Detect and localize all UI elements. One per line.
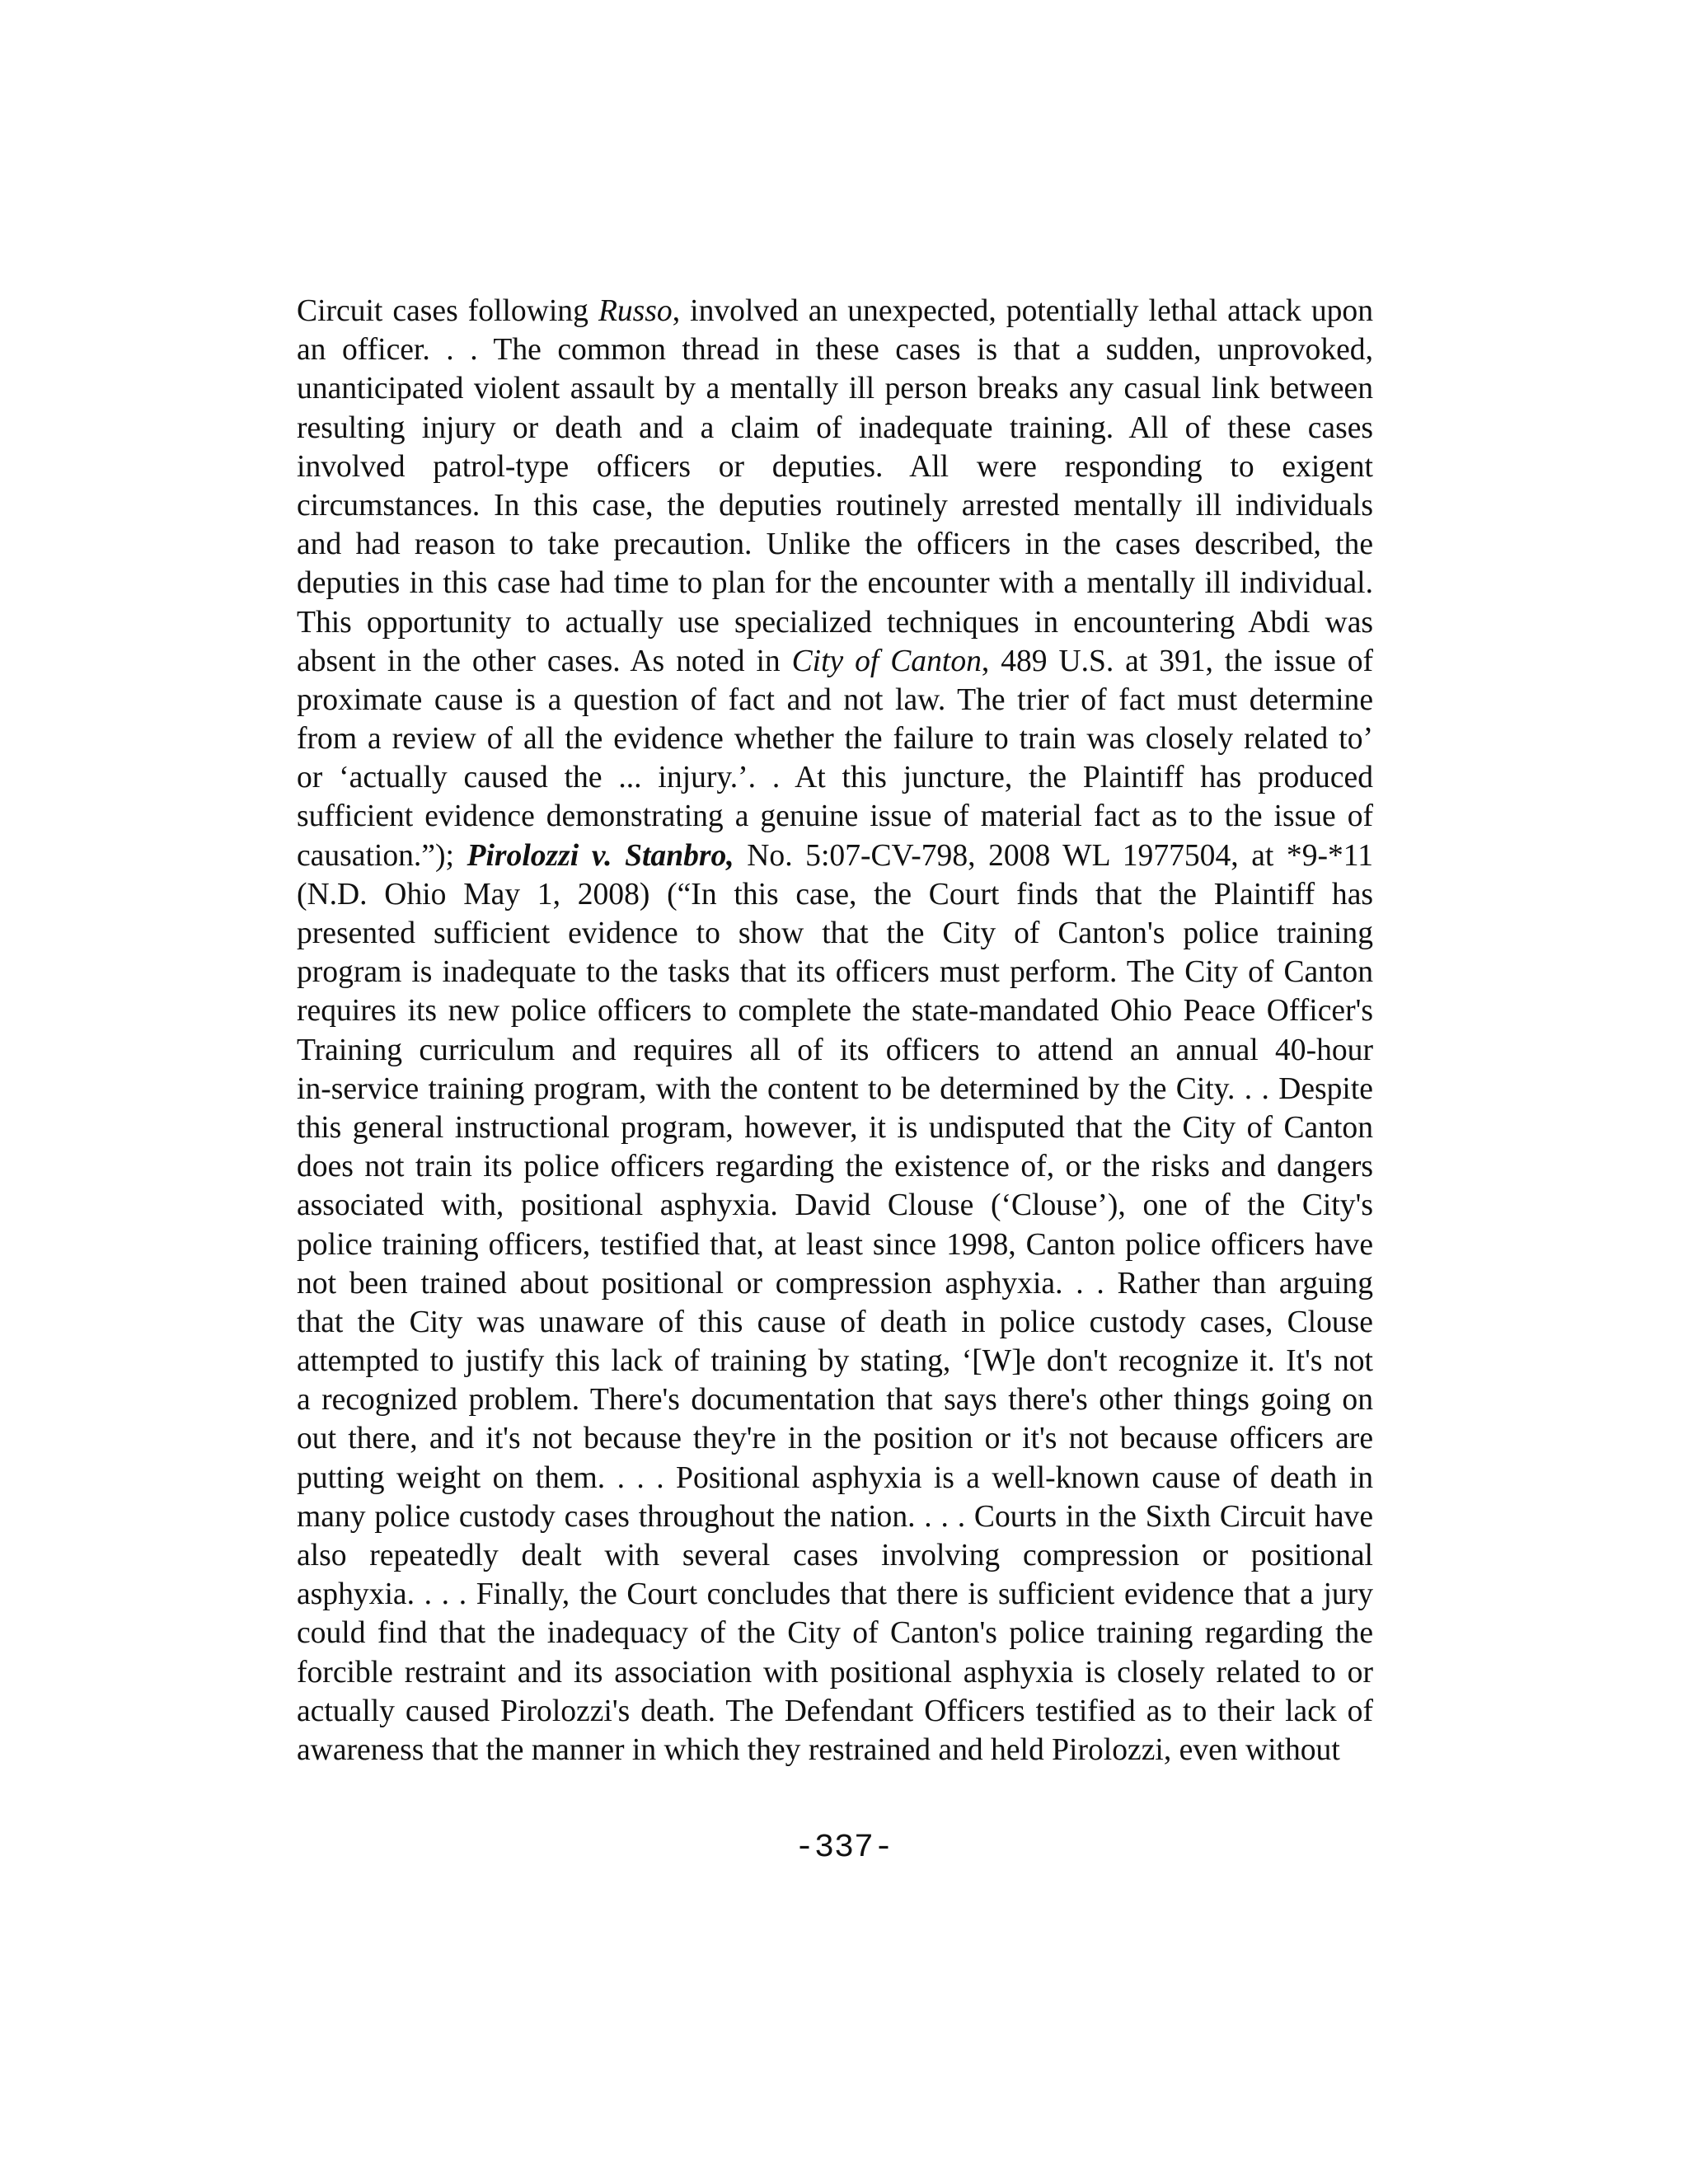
text-line: [297, 409, 1373, 448]
text-line: [297, 1497, 1373, 1536]
text-line: [297, 1459, 1373, 1497]
text-line: [297, 1692, 1373, 1731]
text-run: unanticipated violent assault by a mentally ill person breaks any casual link between: [297, 372, 1373, 406]
text-run: police training officers, testified that, at least since 1998, Canton police officers have: [297, 1227, 1373, 1262]
text-run: actually caused Pirolozzi's death. The Defendant Officers testified as to their lack of: [297, 1694, 1373, 1728]
text-run: , 489 U.S. at 391, the issue of: [981, 644, 1373, 678]
text-line: [297, 1419, 1373, 1458]
text-run: also repeatedly dealt with several cases involving compression or positional: [297, 1539, 1373, 1572]
text-run: or ‘actually caused the ... injury.’. . At this juncture, the Plaintiff has produced: [297, 761, 1373, 795]
text-run: circumstances. In this case, the deputies routinely arrested mentally ill individuals: [297, 488, 1373, 523]
text-line: [297, 758, 1373, 797]
text-run: requires its new police officers to complete the state-mandated Ohio Peace Officer's: [297, 994, 1373, 1029]
document-body: [297, 292, 1373, 1769]
text-run: many police custody cases throughout the nation. . . . Courts in the Sixth Circuit have: [297, 1499, 1373, 1534]
text-run: Training curriculum and requires all of its officers to attend an annual 40-hour: [297, 1033, 1373, 1067]
text-run: putting weight on them. . . . Positional asphyxia is a well-known cause of death in: [297, 1460, 1373, 1495]
text-line: [297, 1536, 1373, 1575]
text-run: deputies in this case had time to plan for the encounter with a mentally ill individual.: [297, 566, 1373, 601]
text-line: [297, 1226, 1373, 1264]
case-citation-run: Pirolozzi v. Stanbro,: [467, 838, 734, 873]
text-run: out there, and it's not because they're in the position or it's not because officers are: [297, 1422, 1373, 1456]
text-run: No. 5:07-CV-798, 2008 WL 1977504, at *9-*11: [734, 838, 1373, 873]
text-run: Circuit cases following: [297, 294, 598, 328]
text-run: awareness that the manner in which they restrained and held Pirolozzi, even without: [297, 1732, 1340, 1767]
text-line: [297, 719, 1373, 758]
text-line: [297, 1380, 1373, 1419]
text-run: does not train its police officers regarding the existence of, or the risks and dangers: [297, 1150, 1373, 1184]
text-run: proximate cause is a question of fact and not law. The trier of fact must determine: [297, 682, 1373, 717]
text-run: and had reason to take precaution. Unlike the officers in the cases described, the: [297, 527, 1373, 562]
text-line: [297, 953, 1373, 991]
text-line: [297, 1575, 1373, 1614]
text-line: [297, 1614, 1373, 1652]
text-run: (N.D. Ohio May 1, 2008) (“In this case, the Court finds that the Plaintiff has: [297, 877, 1373, 912]
text-run: , involved an unexpected, potentially lethal attack upon: [672, 294, 1373, 328]
text-line: [297, 914, 1373, 953]
text-line: [297, 525, 1373, 564]
text-run: sufficient evidence demonstrating a genuine issue of material fact as to the issue of: [297, 799, 1373, 834]
text-line: [297, 797, 1373, 836]
text-line: [297, 1031, 1373, 1070]
text-line: [297, 448, 1373, 486]
text-line: [297, 1653, 1373, 1692]
text-run: program is inadequate to the tasks that its officers must perform. The City of Canton: [297, 955, 1373, 990]
text-line: [297, 681, 1373, 719]
text-line: [297, 1108, 1373, 1147]
text-run: this general instructional program, however, it is undisputed that the City of Canton: [297, 1110, 1373, 1145]
text-run: in-service training program, with the content to be determined by the City. . . Despite: [297, 1071, 1373, 1106]
text-run: forcible restraint and its association with positional asphyxia is closely related to or: [297, 1655, 1373, 1690]
page-number: -337-: [794, 1830, 894, 1867]
italic-text-run: City of Canton: [791, 644, 982, 678]
text-line: [297, 1070, 1373, 1108]
text-run: asphyxia. . . . Finally, the Court concludes that there is sufficient evidence that a jury: [297, 1577, 1373, 1612]
text-line: [297, 875, 1373, 914]
text-line: [297, 486, 1373, 525]
text-run: absent in the other cases. As noted in: [297, 644, 792, 678]
text-line: [297, 837, 1373, 875]
text-run: not been trained about positional or compression asphyxia. . . Rather than arguing: [297, 1266, 1373, 1301]
text-line: [297, 991, 1373, 1030]
text-run: involved patrol-type officers or deputies. All were responding to exigent: [297, 449, 1373, 484]
text-run: This opportunity to actually use specialized techniques in encountering Abdi was: [297, 605, 1373, 640]
text-line: [297, 369, 1373, 408]
text-run: presented sufficient evidence to show that the City of Canton's police training: [297, 916, 1373, 950]
text-line: [297, 1186, 1373, 1225]
text-run: an officer. . . The common thread in these cases is that a sudden, unprovoked,: [297, 333, 1373, 368]
italic-text-run: Russo: [598, 294, 673, 328]
text-run: a recognized problem. There's documentation that says there's other things going on: [297, 1383, 1373, 1418]
text-line: [297, 1342, 1373, 1380]
text-line: [297, 1264, 1373, 1303]
text-run: attempted to justify this lack of training by stating, ‘[W]e don't recognize it. It's not: [297, 1344, 1373, 1379]
text-run: that the City was unaware of this cause of death in police custody cases, Clouse: [297, 1305, 1373, 1339]
text-run: from a review of all the evidence whether the failure to train was closely related to’: [297, 722, 1373, 757]
text-line: [297, 292, 1373, 330]
text-line: [297, 1303, 1373, 1342]
text-run: resulting injury or death and a claim of inadequate training. All of these cases: [297, 410, 1373, 445]
text-line: [297, 1731, 1373, 1769]
text-line: [297, 564, 1373, 602]
text-line: [297, 330, 1373, 369]
text-run: could find that the inadequacy of the City of Canton's police training regarding the: [297, 1616, 1373, 1651]
text-line: [297, 1147, 1373, 1186]
text-run: associated with, positional asphyxia. David Clouse (‘Clouse’), one of the City's: [297, 1188, 1373, 1223]
text-run: causation.”);: [297, 838, 467, 873]
text-line: [297, 642, 1373, 681]
text-line: [297, 603, 1373, 642]
